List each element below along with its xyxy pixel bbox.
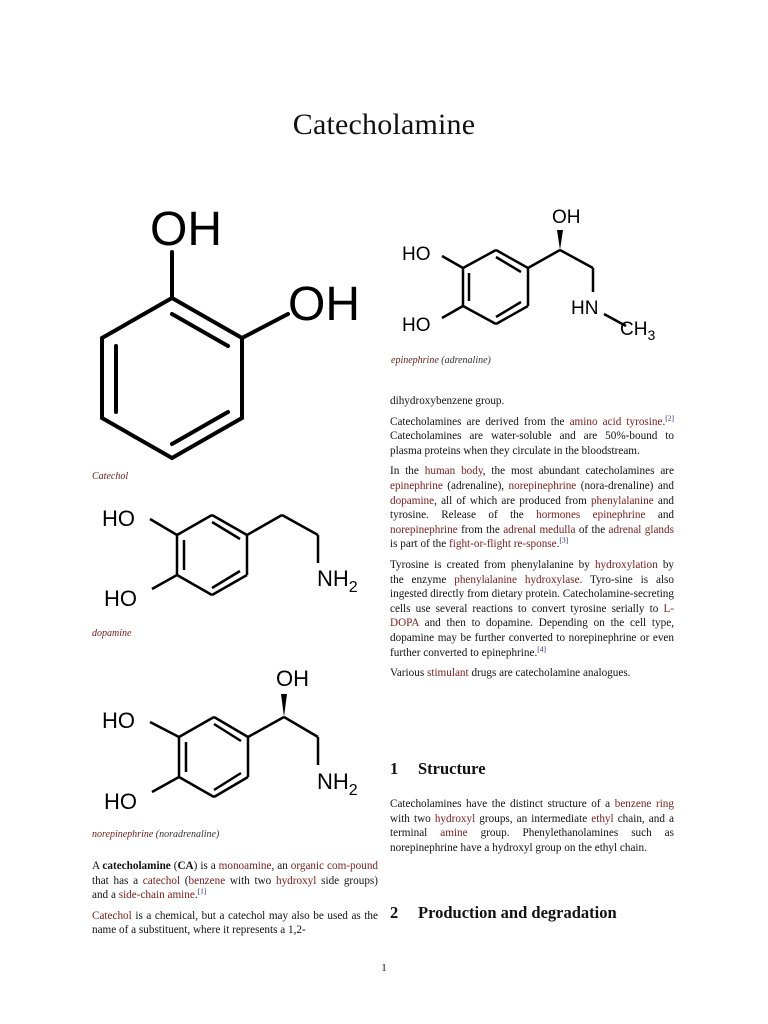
stimulant-paragraph: Various stimulant drugs are catecholamine analogues.: [390, 667, 631, 680]
link-stimulant[interactable]: stimulant: [426, 667, 469, 680]
dopamine-structure-image: [100, 495, 380, 620]
link-ethyl[interactable]: ethyl: [591, 812, 614, 825]
continued-paragraph: dihydroxybenzene group.: [390, 395, 505, 407]
reference-link[interactable]: [4]: [537, 643, 546, 653]
link-catechol[interactable]: catechol: [142, 874, 181, 887]
link-adrenal-medulla[interactable]: adrenal medulla: [503, 523, 576, 536]
link-phenylalanine-hydroxylase[interactable]: phenylalanine hydroxylase: [454, 573, 580, 586]
reference-link[interactable]: [2]: [665, 412, 674, 422]
link-epinephrine[interactable]: epinephrine: [390, 479, 443, 492]
catechol-oh-label: OH: [288, 278, 360, 331]
link-monoamine[interactable]: monoamine: [218, 860, 272, 872]
structure-paragraph: Catecholamines have the distinct structure of a benzene ring with two hydroxyl groups, an intermediate ethyl chain, and a terminal amine group. Phenylethanolamines such as norepinephrine have a hydroxyl group on the ethyl chain.: [390, 798, 675, 854]
epinephrine-ho-label: HO: [402, 244, 431, 265]
epinephrine-oh-label: OH: [552, 207, 581, 228]
link-fight-or-flight[interactable]: fight-or-flight re-sponse: [449, 538, 557, 551]
section-heading-structure: 1 Structure: [390, 759, 486, 778]
tyrosine-paragraph: Tyrosine is created from phenylalanine by hydroxylation by the enzyme phenylalanine hydroxylase. Tyro-sine is also ingested directly from dietary protein. Catecholamine-secreting cells use several reactions to convert tyrosine serially to L-DOPA and then to dopamine. Depending on the cell type, dopamine may be further converted to norepinephrine or even further converted to epinephrine.[4]: [390, 558, 675, 659]
dopamine-caption: dopamine: [92, 628, 132, 639]
link-amino-acid[interactable]: amino acid: [569, 415, 622, 428]
catechol-structure-image: [80, 190, 380, 460]
norepinephrine-ho-label: HO: [102, 708, 135, 733]
left-column-text: [92, 859, 378, 944]
link-norepinephrine[interactable]: norepinephrine: [390, 523, 458, 536]
norepinephrine-caption: norepinephrine (noradrenaline): [92, 829, 220, 840]
epinephrine-caption: epinephrine (adrenaline): [391, 355, 491, 366]
right-column-text: [390, 394, 674, 687]
intro-paragraph: A catecholamine (CA) is a monoamine, an organic com-pound that has a catechol (benzene with two hydroxyl side groups) and a side-chain amine.[1]: [92, 860, 379, 902]
reference-link[interactable]: [1]: [197, 886, 207, 896]
catechol-caption: Catechol: [92, 471, 129, 482]
link-human-body[interactable]: human body: [424, 465, 483, 478]
norepinephrine-ho-label: HO: [104, 789, 137, 814]
link-organic-compound[interactable]: organic com-pound: [290, 860, 379, 872]
reference-link[interactable]: [3]: [559, 535, 569, 545]
link-hydroxyl[interactable]: hydroxyl: [434, 812, 476, 825]
link-side-chain-amine[interactable]: side-chain amine: [118, 889, 195, 902]
dopamine-ho-label: HO: [104, 586, 137, 611]
link-catechol[interactable]: Catechol: [92, 909, 132, 922]
link-benzene[interactable]: benzene: [188, 874, 226, 887]
norepinephrine-nh2-label: $NH_2$: [317, 769, 358, 799]
link-l-dopa[interactable]: L-DOPA: [390, 602, 674, 630]
epinephrine-ho-label: HO: [402, 315, 431, 336]
link-adrenal-glands[interactable]: adrenal glands: [608, 523, 674, 536]
derivation-paragraph: Catecholamines are derived from the amino acid tyrosine.[2] Catecholamines are water-soluble and are 50%-bound to plasma proteins when they circulate in the bloodstream.: [390, 412, 674, 457]
dopamine-ho-label: HO: [102, 506, 135, 531]
link-benzene-ring[interactable]: benzene ring: [614, 798, 674, 810]
dopamine-nh2-label: $NH_2$: [317, 566, 358, 596]
norepinephrine-oh-label: OH: [276, 666, 309, 691]
page-number: 1: [381, 962, 387, 974]
catechol-oh-label: OH: [150, 203, 222, 256]
link-phenylalanine[interactable]: phenylalanine: [590, 494, 654, 507]
link-hydroxyl[interactable]: hydroxyl: [275, 874, 317, 887]
link-dopamine[interactable]: dopamine: [390, 494, 435, 507]
structure-section-text: [390, 797, 674, 861]
link-hydroxylation[interactable]: hydroxylation: [594, 558, 658, 571]
human-body-paragraph: In the human body, the most abundant catecholamines are epinephrine (adrenaline), norepinephrine (nora-drenaline) and dopamine, all of which are produced from phenylalanine and tyrosine. Release of the hormones epinephrine and norepinephrine from the adrenal medulla of the adrenal glands is part of the fight-or-flight re-sponse.[3]: [390, 465, 675, 551]
epinephrine-structure-image: [400, 200, 700, 350]
page-title: Catecholamine: [292, 108, 476, 141]
link-epinephrine[interactable]: epinephrine: [592, 509, 646, 522]
section-heading-production: 2 Production and degradation: [390, 903, 617, 922]
link-amine[interactable]: amine: [440, 827, 468, 840]
epinephrine-hn-label: HN: [571, 298, 599, 319]
link-hormones[interactable]: hormones: [536, 509, 581, 522]
catechol-paragraph: Catechol is a chemical, but a catechol may also be used as the name of a substituent, where it represents a 1,2-: [92, 909, 378, 937]
link-norepinephrine[interactable]: norepinephrine: [508, 479, 577, 492]
link-tyrosine[interactable]: tyrosine: [626, 415, 663, 428]
epinephrine-ch3-label: $CH_3$: [620, 319, 656, 343]
norepinephrine-structure-image: [100, 662, 380, 822]
